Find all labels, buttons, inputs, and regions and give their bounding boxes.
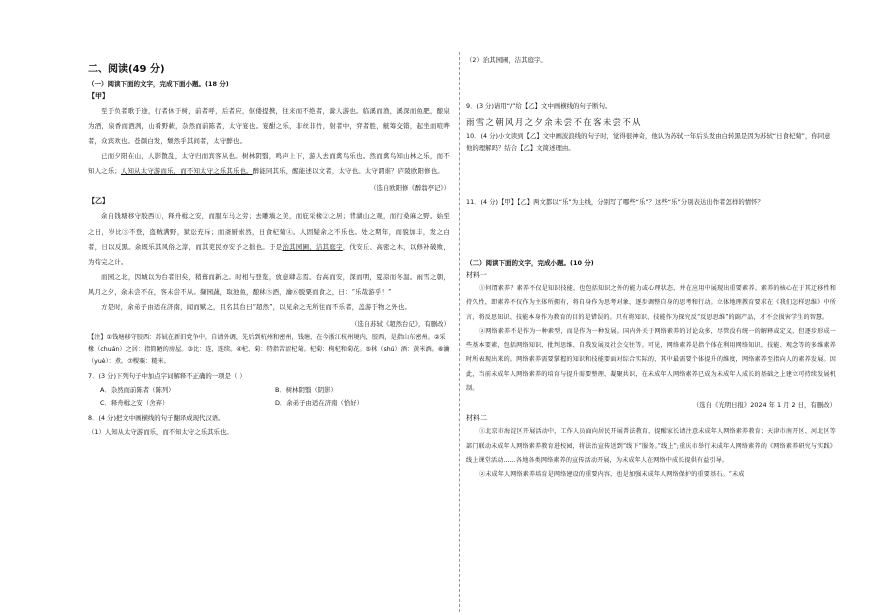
yi-underlined-sentence: 治其园圃，洁其庭宇 bbox=[282, 242, 343, 251]
subsection-2-title: （二）阅读下面的文字，完成小题。(10 分) bbox=[466, 259, 594, 267]
material-2-label: 材料二 bbox=[466, 414, 487, 423]
yi-paragraph-2: 而园之北，因城以为台者旧矣，稍葺而新之。时相与登览，放意肆志焉。台高而安，深而明，夏凉而冬温。雨雪之朝，风月之夕，余未尝不在，客未尝不从。撷园蔬，取池鱼，酿秫⑤酒，瀹⑥脱粟而食之，曰：“乐哉游乎！” bbox=[88, 272, 450, 296]
jia-source: （选自欧阳修《醉翁亭记》） bbox=[370, 184, 450, 193]
jia-paragraph-2 bbox=[88, 149, 450, 179]
option-b: B．树林阴翳（阴影） bbox=[275, 385, 337, 394]
section-title: 二、阅读(49 分) bbox=[88, 64, 165, 75]
subsection-title: （一）阅读下面的文字，完成下面小题。(18 分) bbox=[88, 80, 229, 88]
option-c: C．释舟楫之安（舍弃） bbox=[100, 398, 169, 407]
question-11: 11．(4 分)【甲】【乙】两文都以“乐”为主线，分别写了哪些“乐”？这些“乐”分别表达出作者怎样的情怀？ bbox=[466, 198, 764, 206]
yi-tag: 【乙】 bbox=[88, 197, 109, 206]
question-9: 9．(3 分)请用“/”给【乙】文中画横线的句子断句。 bbox=[466, 102, 612, 110]
yi-source: （选自苏轼《超然台记》，有删改） bbox=[350, 320, 450, 329]
yi-p1-post: ，伐安丘、高密之木，以修补破败，为苟完之计。 bbox=[88, 242, 450, 266]
yi-p1-pre: 余自钱塘移守胶西①，释舟楫之安，而服车马之劳；去雕墙之美，而庇采椽②之居；背湖山之观，而行桑麻之野。始至之日，岁比③不登，盗贼满野，狱讼充斥；而斋厨索然，日食杞菊④。人固疑余之不乐也。处之期年，而貌加丰，发之白者，日以反黑。余既乐其风俗之淳，而其吏民亦安予之拙也。于是 bbox=[88, 212, 450, 251]
column-divider bbox=[459, 52, 460, 612]
question-8: 8．(4 分)把文中画横线的句子翻译成现代汉语。 bbox=[88, 413, 225, 422]
jia-underlined-sentence: 人知从太守游而乐，而不知太守之乐其乐也。 bbox=[120, 167, 253, 176]
material-2-paragraph-2: ②未成年人网络素养培育是网络建设的重要内容，也是加强未成年人网络保护的重要基石。“未成 bbox=[479, 471, 745, 479]
question-7: 7．(3 分)下列句子中加点字词解释不正确的一项是（ ） bbox=[88, 371, 246, 380]
jia-paragraph-1: 至于负者歌于途，行者休于树，前者呼，后者应，伛偻提携，往来而不绝者，滁人游也。临溪而渔，溪深而鱼肥，酿泉为酒，泉香而酒洌，山肴野蔌，杂然而前陈者，太守宴也。宴酣之乐，非丝非竹，射者中，弈者胜，觥筹交错，起坐而喧哗者，众宾欢也。苍颜白发，颓然乎其间者，太守醉也。 bbox=[88, 107, 450, 146]
jia-p2-pre: 已而夕阳在山，人影散乱，太守归而宾客从也。树林阴翳，鸣声上下，游人去而禽鸟乐也。然而禽鸟知山林之乐，而不知人之乐； bbox=[88, 152, 450, 176]
material-1-paragraph-1: ①何谓素养？素养不仅是知识技能，也包括知识之外的能力或心理状态，并在应用中展现出重要素养。素养的核心在于其迁移性和持久性，即素养不仅作为主体所拥有，将自身作为思考对象，逐步调整自身的思考和行动。立体地理教育要求在《我们怎样思维》中所言，将反思知识、技能本身作为教育的目的是错误的。只有将知识、技能作为探究反“反思思维”的副产品，才不会损害学生的智慧。 bbox=[466, 285, 836, 321]
left-column bbox=[88, 38, 450, 440]
option-d: D．余弟子由适在济南（恰好） bbox=[275, 398, 363, 407]
jia-p2-post: 醉能同其乐，醒能述以文者，太守也。太守谓谁？庐陵欧阳修也。 bbox=[252, 167, 444, 176]
question-8-part-1: （1）人知从太守游而乐，而不知太守之乐其乐也。 bbox=[88, 427, 233, 436]
right-column bbox=[466, 38, 836, 483]
material-1-source: （选自《光明日报》2024 年 1 月 2 日，有删改） bbox=[692, 401, 836, 410]
question-9-sentence: 雨雪之朝风月之夕余未尝不在客未尝不从 bbox=[466, 117, 642, 127]
question-10: 10．(4 分)小文读到【乙】文中画波浪线的句子时，觉得很神奇，他认为苏轼一年后头发由白转黑是因为苏轼“日食杞菊”，你同意他的理解吗？结合【乙】文简述理由。 bbox=[466, 132, 831, 152]
material-1-paragraph-2: ②网络素养不是作为一种素型，而是作为一种发展。国内外关于网络素养的讨论众多，尽管没有统一的解释或定义，但逐步形成一些基本要素，包括网络知识、批判思维、自我发展及社会交往等。可见，网络素养是指个体在利用网络知识、技能、观念等的多维素养时所表现出来的。网络素养需要掌握的知识和技能要面对综合实际的，其中最需要个体提升的维度，网络素养至指向人的素养发展。因此，当前未成年人网络素养的培育与提升需要整理、凝聚共识，在未成年人网络素养已成为未成年人成长的基础之上建立可持续发展机制。 bbox=[466, 327, 836, 393]
yi-paragraph-1 bbox=[88, 209, 450, 269]
annotation-note: 【注】①钱塘移守胶西：苏轼在新旧党争中，自请外调，先后到杭州和密州，钱塘，在今浙江杭州境内，胶西，是指山东密州。②采椽（chuán）之居：指简陋的房屋。③比：连，连续。④杞、菊：特指苦涩杞菊。杞菊：枸杞和菊花。⑤秫（shú）酒：黄米酒。⑥瀹（yuè）：煮。⑦稷粟：糙米。 bbox=[88, 334, 450, 365]
material-1-label: 材料一 bbox=[466, 271, 487, 279]
option-a: A．杂然而前陈者（陈列） bbox=[100, 385, 175, 394]
question-8-part-2: （2）治其园圃，洁其庭宇。 bbox=[466, 56, 547, 64]
material-2-paragraph-1: ①北京市海淀区开展活动中，工作人员面向居民开展普法教育，提醒家长请注意未成年人网络素养教育；天津市南开区、河北区等部门联动未成年人网络素养教育进校园，将法治宣传送到“线下”服务。”线上”;重庆市举行未成年人网络素养的《网络素养研究与实践》线上课堂活动……各地各类网络素养的宣传活动开展，为未成年人在网络中成长提供有益引导。 bbox=[466, 428, 836, 464]
jia-tag: 【甲】 bbox=[88, 92, 109, 100]
yi-paragraph-3: 方是时，余弟子由适在济南，闻而赋之，且名其台曰“超然”，以见余之无所往而不乐者，盖游于物之外也。 bbox=[101, 303, 412, 312]
question-7-options bbox=[88, 384, 450, 410]
